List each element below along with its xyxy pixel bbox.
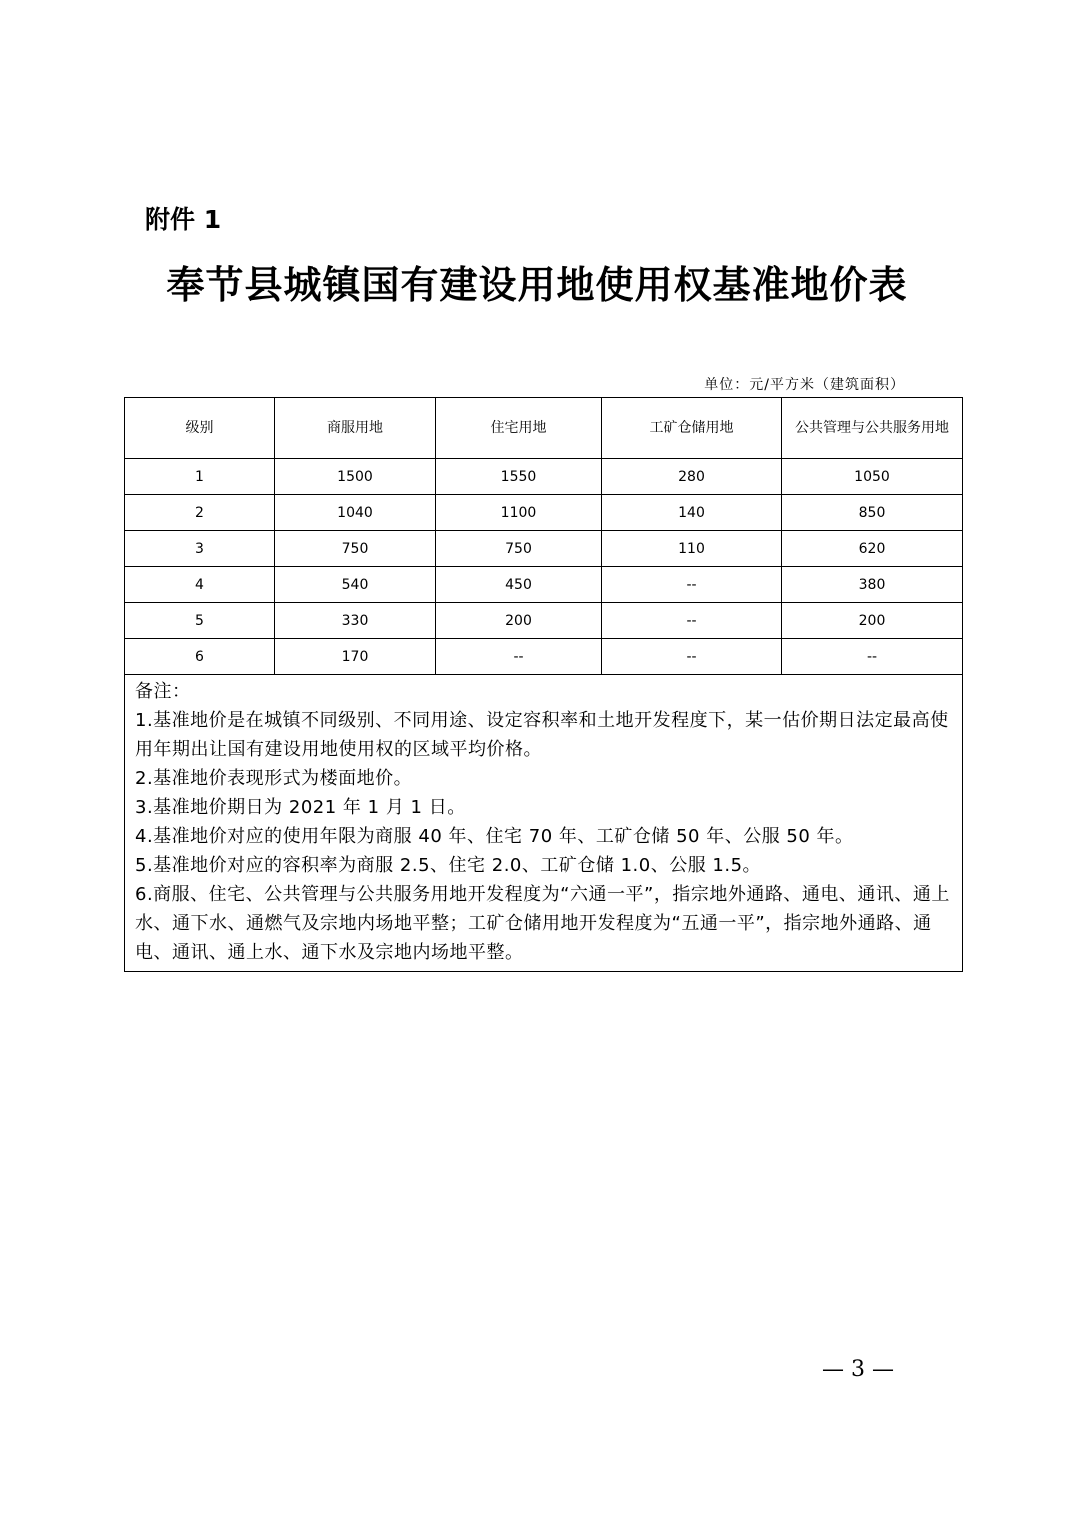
table-cell: -- [602, 567, 782, 603]
table-cell: 850 [782, 495, 963, 531]
page-title: 奉节县城镇国有建设用地使用权基准地价表 [166, 262, 908, 307]
table-row [125, 459, 963, 495]
table-cell: 200 [782, 603, 963, 639]
unit-note: 单位：元/平方米（建筑面积） [704, 377, 905, 393]
note-item: 3.基准地价期日为 2021 年 1 月 1 日。 [135, 797, 466, 818]
header-cell-residential: 住宅用地 [436, 398, 602, 459]
table-cell: 330 [275, 603, 436, 639]
table-row [125, 567, 963, 603]
table-cell: 3 [125, 531, 275, 567]
page-number: — 3 — [822, 1357, 894, 1382]
note-item: 1.基准地价是在城镇不同级别、不同用途、设定容积率和土地开发程度下，某一估价期日法定最高使用年期出让国有建设用地使用权的区域平均价格。 [135, 710, 949, 760]
table-cell: 280 [602, 459, 782, 495]
attachment-label: 附件 1 [145, 205, 222, 234]
header-cell-industrial: 工矿仓储用地 [602, 398, 782, 459]
note-item: 4.基准地价对应的使用年限为商服 40 年、住宅 70 年、工矿仓储 50 年、公服 50 年。 [135, 826, 854, 847]
header-cell-commercial: 商服用地 [275, 398, 436, 459]
table-cell: 5 [125, 603, 275, 639]
table-row [125, 603, 963, 639]
table-cell: 620 [782, 531, 963, 567]
notes-label: 备注： [135, 681, 191, 702]
table-cell: 110 [602, 531, 782, 567]
table-cell: -- [436, 639, 602, 675]
table-cell: 540 [275, 567, 436, 603]
note-item: 2.基准地价表现形式为楼面地价。 [135, 768, 413, 789]
table-cell: 1500 [275, 459, 436, 495]
table-row [125, 495, 963, 531]
table-cell: 2 [125, 495, 275, 531]
table-cell: 750 [436, 531, 602, 567]
table-cell: 1550 [436, 459, 602, 495]
table-cell: 750 [275, 531, 436, 567]
table-header-row [125, 398, 963, 459]
note-item: 5.基准地价对应的容积率为商服 2.5、住宅 2.0、工矿仓储 1.0、公服 1.5。 [135, 855, 762, 876]
table-cell: 1 [125, 459, 275, 495]
table-row [125, 531, 963, 567]
table-cell: 140 [602, 495, 782, 531]
header-cell-level: 级别 [125, 398, 275, 459]
table-cell: 6 [125, 639, 275, 675]
land-price-table [124, 397, 963, 972]
table-cell: 200 [436, 603, 602, 639]
notes-cell [125, 675, 963, 972]
table-cell: 4 [125, 567, 275, 603]
table-cell: 450 [436, 567, 602, 603]
table-cell: 1100 [436, 495, 602, 531]
table-cell: 1050 [782, 459, 963, 495]
table-cell: -- [782, 639, 963, 675]
table-cell: 1040 [275, 495, 436, 531]
table-row [125, 639, 963, 675]
table-cell: -- [602, 603, 782, 639]
table-cell: 380 [782, 567, 963, 603]
table-cell: 170 [275, 639, 436, 675]
notes-row [125, 675, 963, 972]
note-item: 6.商服、住宅、公共管理与公共服务用地开发程度为“六通一平”，指宗地外通路、通电、通讯、通上水、通下水、通燃气及宗地内场地平整；工矿仓储用地开发程度为“五通一平”，指宗地外通路、通电、通讯、通上水、通下水及宗地内场地平整。 [135, 884, 950, 963]
header-cell-public: 公共管理与公共服务用地 [782, 398, 963, 459]
table-cell: -- [602, 639, 782, 675]
